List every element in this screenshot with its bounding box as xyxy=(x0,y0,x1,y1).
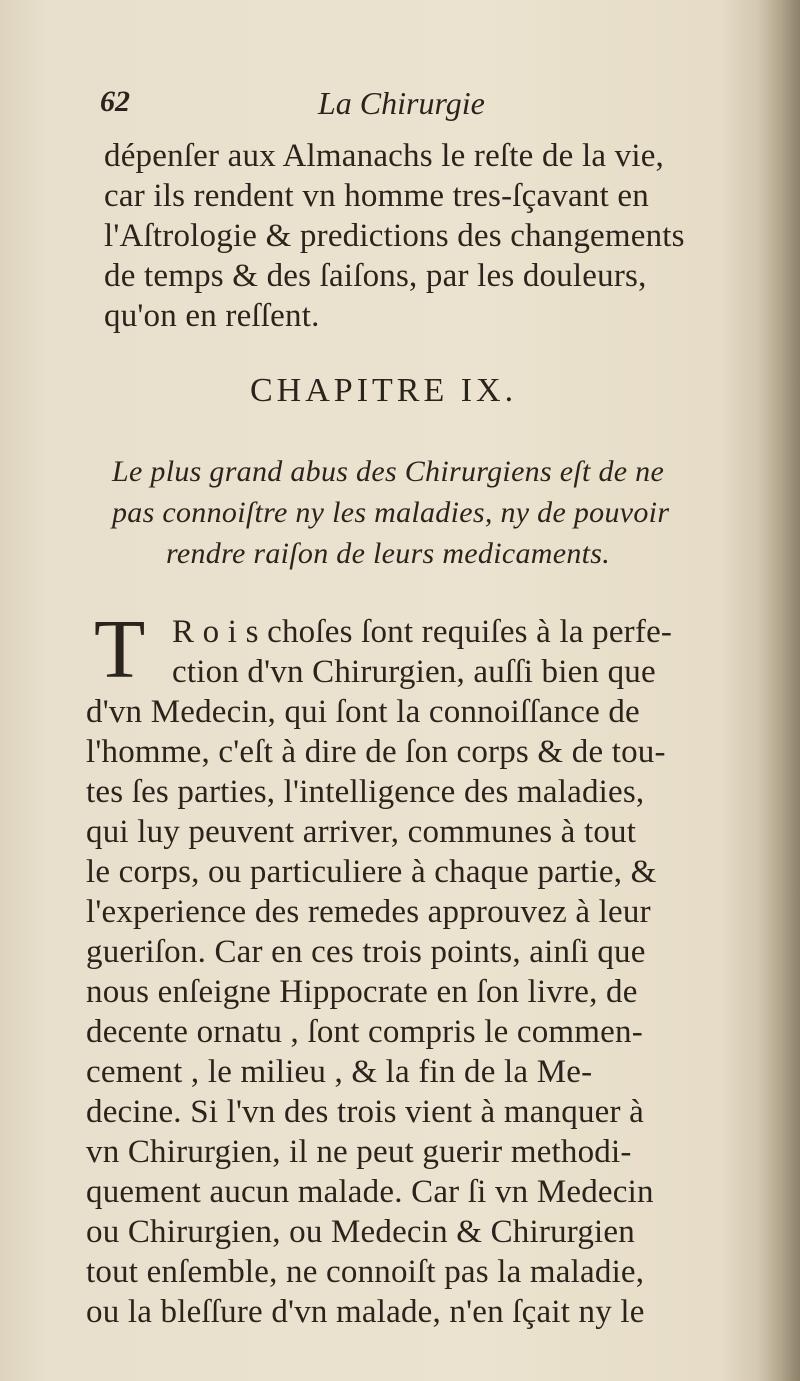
body-line: d'vn Medecin, qui ſont la connoiſſance de xyxy=(86,694,640,730)
body-line: tes ſes parties, l'intelligence des maladies, xyxy=(86,774,645,810)
intro-line: dépenſer aux Almanachs le reſte de la vie, xyxy=(104,138,664,174)
intro-line: car ils rendent vn homme tres-ſçavant en xyxy=(104,178,649,214)
body-line: nous enſeigne Hippocrate en ſon livre, de xyxy=(86,974,638,1010)
running-head: La Chirurgie xyxy=(318,85,485,121)
body-line: ou Chirurgien, ou Medecin & Chirurgien xyxy=(86,1214,635,1250)
body-line: l'homme, c'eſt à dire de ſon corps & de tou- xyxy=(86,734,666,770)
body-line: cement , le milieu , & la fin de la Me- xyxy=(86,1054,593,1090)
body-line: vn Chirurgien, il ne peut guerir methodi- xyxy=(86,1134,632,1170)
body-line: R o i s choſes ſont requiſes à la perfe- xyxy=(172,614,673,650)
intro-line: qu'on en reſſent. xyxy=(104,298,320,334)
body-line: l'experience des remedes approuvez à leur xyxy=(86,894,651,930)
page-header xyxy=(100,85,740,125)
body-line: decente ornatu , ſont compris le commen- xyxy=(86,1014,643,1050)
summary-line: pas connoiſtre ny les maladies, ny de pouvoir xyxy=(112,496,670,529)
intro-line: de temps & des ſaiſons, par les douleurs, xyxy=(104,258,647,294)
body-line: qui luy peuvent arriver, communes à tout xyxy=(86,814,637,850)
page-gutter-shadow xyxy=(758,0,800,1381)
summary-line: rendre raiſon de leurs medicaments. xyxy=(166,537,611,570)
body-line: le corps, ou particuliere à chaque partie, & xyxy=(86,854,657,890)
summary-line: Le plus grand abus des Chirurgiens eſt de ne xyxy=(112,455,665,488)
drop-cap-initial: T xyxy=(94,603,146,696)
body-line: ou la bleſſure d'vn malade, n'en ſçait ny le xyxy=(86,1294,645,1330)
body-line: quement aucun malade. Car ſi vn Medecin xyxy=(86,1174,654,1210)
chapter-heading: CHAPITRE IX. xyxy=(250,372,518,409)
body-line: decine. Si l'vn des trois vient à manquer à xyxy=(86,1094,644,1130)
body-line: gueriſon. Car en ces trois points, ainſi que xyxy=(86,934,646,970)
body-line: ction d'vn Chirurgien, auſſi bien que xyxy=(172,654,656,690)
body-line: tout enſemble, ne connoiſt pas la maladie, xyxy=(86,1254,645,1290)
page-number: 62 xyxy=(100,85,130,118)
intro-line: l'Aſtrologie & predictions des changements xyxy=(104,218,685,254)
